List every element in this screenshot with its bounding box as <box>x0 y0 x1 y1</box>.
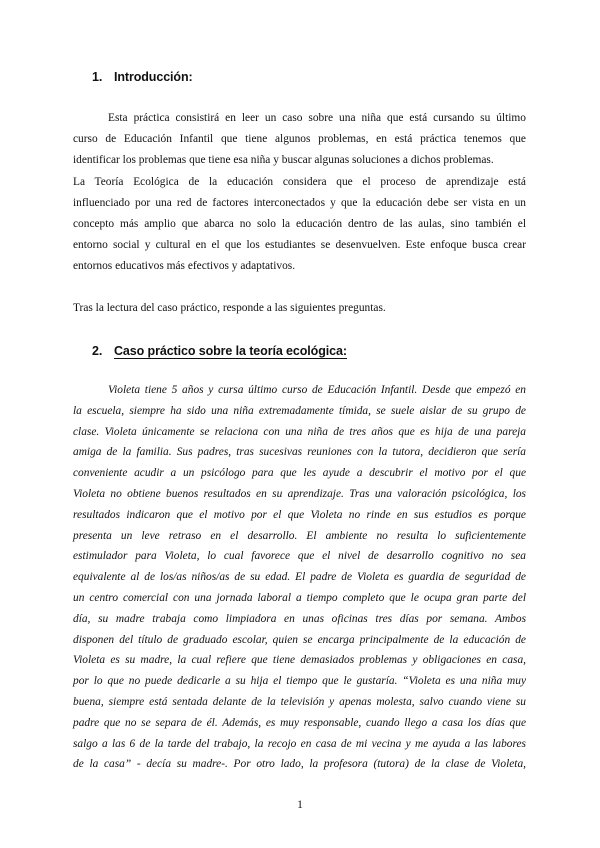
case-line: presenta un leve retraso en el desarrollo. El ambiente no resulta lo suficientemente <box>73 529 526 542</box>
intro-line: entorno social y cultural en el que los estudiantes se desenvuelven. Este enfoque busca crear <box>73 239 526 252</box>
case-line: un centro comercial con una jornada laboral a tiempo completo que le ocupa gran parte del <box>73 591 526 604</box>
intro-line: curso de Educación Infantil que tiene algunos problemas, en está práctica tenemos que <box>73 133 526 146</box>
case-line: Violeta tiene 5 años y cursa último curso de Educación Infantil. Desde que empezó en <box>108 384 526 396</box>
case-line: amiga de la familia. Sus padres, tras sucesivas reuniones con la tutora, decidieron que sería <box>73 446 526 459</box>
intro-line: Esta práctica consistirá en leer un caso sobre una niña que está cursando su último <box>108 112 526 124</box>
page-number: 1 <box>297 799 303 811</box>
case-line: buena, siempre está sentada delante de la televisión y apenas molesta, salvo cuando viene su <box>73 695 526 708</box>
case-line: Violeta es su madre, la cual refiere que tiene demasiados problemas y obligaciones en casa, <box>73 654 526 667</box>
case-line: de la casa” - decía su madre-. Por otro lado, la profesora (tutora) de la clase de Violeta, <box>73 758 526 771</box>
case-line: resultados indicaron que el motivo por el que Violeta no rinde en sus estudios es porque <box>73 508 526 521</box>
section-1-title: Introducción: <box>114 70 193 84</box>
section-2-number: 2. <box>92 344 103 358</box>
intro-line: entornos educativos más efectivos y adaptativos. <box>73 260 296 273</box>
instruction-text: Tras la lectura del caso práctico, responde a las siguientes preguntas. <box>73 302 386 314</box>
section-2-heading <box>92 344 347 358</box>
intro-line: identificar los problemas que tiene esa niña y buscar algunas soluciones a dichos problemas. <box>73 154 494 167</box>
case-line: por lo que no puede dedicarle a su hija el tiempo que le gustaría. “Violeta es una niña muy <box>73 675 526 688</box>
case-line: la escuela, siempre ha sido una niña extremadamente tímida, se suele aislar de su grupo de <box>73 404 526 417</box>
case-line: conveniente acudir a un psicólogo para que les ayude a descubrir el motivo por el que <box>73 467 526 480</box>
case-line: día, su madre trabaja como limpiadora en unas oficinas tres días por semana. Ambos <box>73 612 526 625</box>
section-2-title: Caso práctico sobre la teoría ecológica: <box>114 344 347 358</box>
section-1-number: 1. <box>92 70 103 84</box>
intro-line: La Teoría Ecológica de la educación considera que el proceso de aprendizaje está <box>73 175 526 188</box>
case-line: estimulador para Violeta, lo cual favorece que el nivel de desarrollo cognitivo no sea <box>73 550 526 563</box>
intro-line: concepto más amplio que abarca no solo la educación dentro de las aulas, sino también el <box>73 218 526 231</box>
intro-paragraph <box>73 108 526 278</box>
case-line: disponen del título de graduado escolar, quien se encarga principalmente de la educación de <box>73 633 526 646</box>
case-line: Violeta no obtiene buenos resultados en su aprendizaje. Tras una valoración psicológica, los <box>73 487 526 500</box>
case-line: equivalente al de los/as niños/as de su edad. El padre de Violeta es guardia de seguridad de <box>73 571 526 584</box>
case-line: salgo a las 6 de la tarde del trabajo, la recojo en casa de mi vecina y me ayuda a las labores <box>73 737 526 750</box>
case-paragraph <box>73 380 526 775</box>
instruction-paragraph <box>73 298 526 319</box>
case-line: clase. Violeta únicamente se relaciona con una niña de tres años que es hija de una pareja <box>73 425 526 438</box>
case-line: padre que no se separa de él. Además, es muy responsable, cuando llego a casa los días que <box>73 716 526 729</box>
intro-line: influenciado por una red de factores interconectados y que la educación debe ser vista en un <box>73 196 526 209</box>
section-1-heading <box>92 70 193 84</box>
